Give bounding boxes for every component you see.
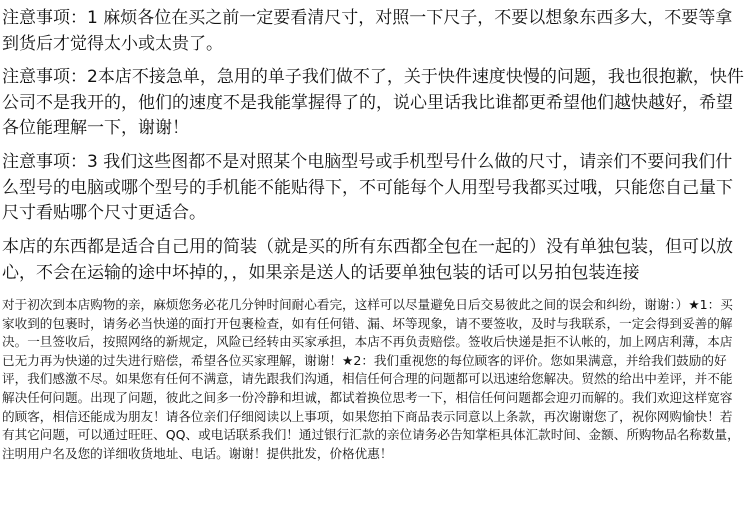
notice-2: 注意事项：2本店不接急单，急用的单子我们做不了，关于快件速度快慢的问题，我也很抱歉，快件公司不是我开的，他们的速度不是我能掌握得了的，说心里话我比谁都更希望他们越快越好，希望各位能理解一下，谢谢！	[2, 67, 744, 138]
notice-1: 注意事项：1 麻烦各位在买之前一定要看清尺寸，对照一下尺子，不要以想象东西多大，不要等拿到货后才觉得太小或太贵了。	[2, 8, 733, 54]
packaging-notice: 本店的东西都是适合自己用的简装（就是买的所有东西都全包在一起的）没有单独包装，但可以放心，不会在运输的途中坏掉的，，如果亲是送人的话要单独包装的话可以另拍包装连接	[2, 237, 733, 283]
notice-3: 注意事项：3 我们这些图都不是对照某个电脑型号或手机型号什么做的尺寸，请亲们不要问我们什么型号的电脑或哪个型号的手机能不能贴得下，不可能每个人用型号我都买过哦，只能您自己量下尺寸看贴哪个尺寸更适合。	[2, 152, 733, 223]
first-time-buyer-tips: 对于初次到本店购物的亲，麻烦您务必花几分钟时间耐心看完，这样可以尽量避免日后交易彼此之间的误会和纠纷，谢谢：）★1：买家收到的包裹时，请务必当快递的面打开包裹检查，如有任何错、漏、坏等现象，请不要签收，及时与我联系，一定会得到妥善的解决。一旦签收后，按照网络的新规定，风险已经转由买家承担，本店不再负责赔偿。签收后快递是拒不认帐的，加上网店利薄，本店已无力再为快递的过失进行赔偿，希望各位买家理解，谢谢！★2：我们重视您的每位顾客的评价。您如果满意，并给我们鼓励的好评，我们感激不尽。如果您有任何不满意，请先跟我们沟通，相信任何合理的问题都可以迅速给您解决。贸然的给出中差评，并不能解决任何问题。出现了问题，彼此之间多一份冷静和坦诚，都试着换位思考一下，相信任何问题都会迎刃而解的。我们欢迎这样宽容的顾客，相信还能成为朋友！请各位亲们仔细阅读以上事项，如果您拍下商品表示同意以上条款，再次谢谢您了，祝你网购愉快！若有其它问题，可以通过旺旺、QQ、或电话联系我们！通过银行汇款的亲位请务必告知掌柜具体汇款时间、金额、所购物品名称数量，注明用户名及您的详细收货地址、电话。谢谢！提供批发，价格优惠！	[2, 297, 740, 461]
